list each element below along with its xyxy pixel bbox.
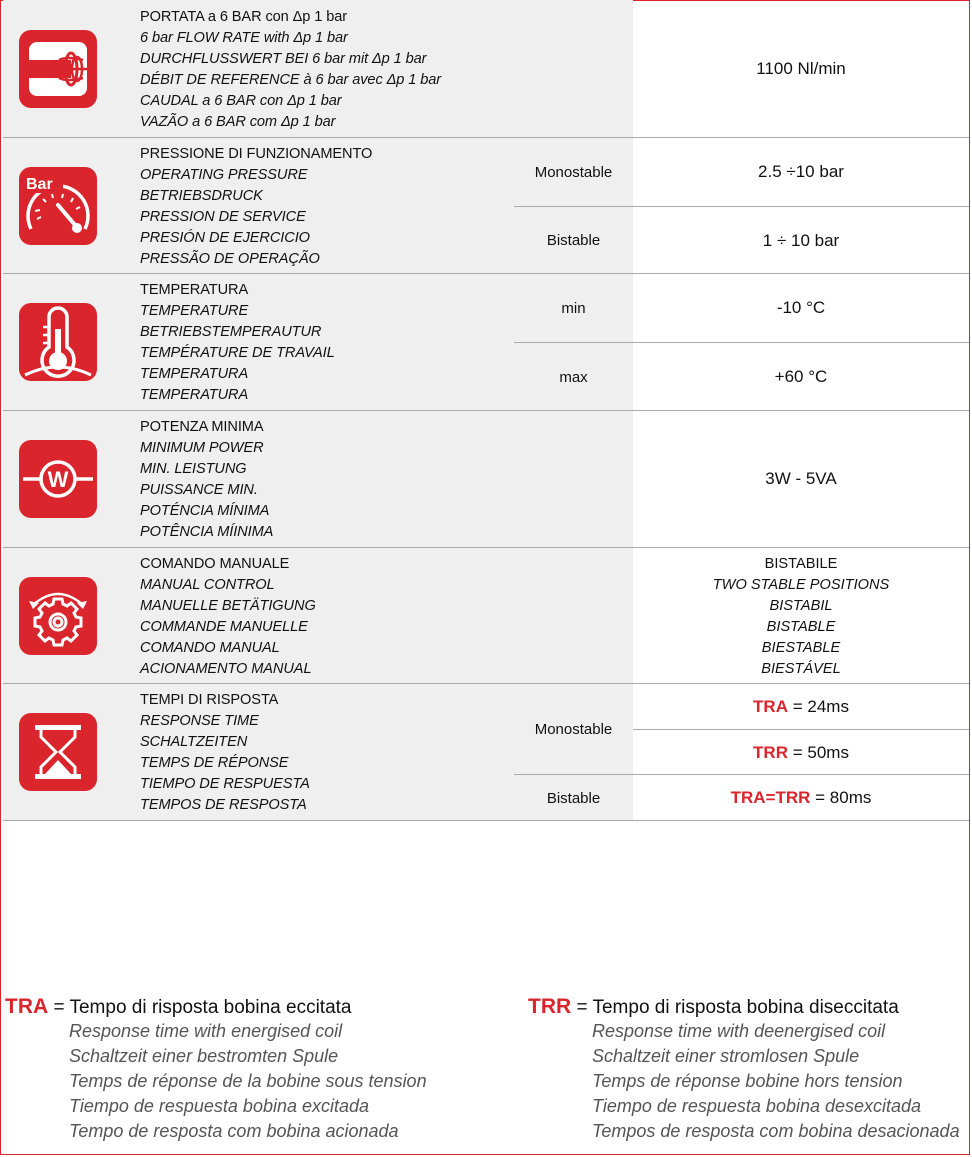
response-time-labels: TEMPI DI RISPOSTA RESPONSE TIME SCHALTZEITEN TEMPS DE RÉPONSE TIEMPO DE RESPUESTA TEMPOS DE RESPOSTA [140, 692, 310, 813]
row-power [3, 411, 969, 548]
gear-rotate-icon [19, 577, 97, 655]
power-labels: POTENZA MINIMA MINIMUM POWER MIN. LEISTUNG PUISSANCE MIN. POTÉNCIA MÍNIMA POTÊNCIA MÍINIMA [140, 419, 274, 540]
manual-control-values: BISTABILE TWO STABLE POSITIONS BISTABIL BISTABLE BIESTABLE BIESTÁVEL [712, 556, 890, 677]
temperature-max-value: +60 °C [633, 342, 969, 411]
row-response-time [3, 684, 969, 821]
flow-coil-icon [19, 30, 97, 108]
hourglass-icon [19, 713, 97, 791]
temperature-labels: TEMPERATURA TEMPERATURE BETRIEBSTEMPERAUTUR TEMPÉRATURE DE TRAVAIL TEMPERATURA TEMPERATURA [140, 282, 335, 403]
temperature-max-label: max [514, 342, 633, 411]
flow-rate-labels: PORTATA a 6 BAR con Δp 1 bar 6 bar FLOW RATE with Δp 1 bar DURCHFLUSSWERT BEI 6 bar mit Δp 1 bar DÉBIT DE REFERENCE à 6 bar avec Δp 1 bar CAUDAL a 6 BAR con Δp 1 bar VAZÃO a 6 BAR com Δp 1 bar [140, 9, 442, 130]
pressure-gauge-icon [19, 167, 97, 245]
flow-rate-value: 1100 Nl/min [756, 58, 846, 78]
response-bi-label: Bistable [514, 774, 633, 821]
response-both-value: TRA=TRR = 80ms [633, 774, 969, 821]
response-tra-value: TRA = 24ms [753, 696, 849, 716]
row-flow-rate [3, 0, 969, 138]
row-temperature [3, 274, 969, 411]
svg-text:Bar: Bar [26, 176, 53, 193]
pressure-mono-value: 2.5 ÷10 bar [758, 162, 844, 181]
row-pressure [3, 138, 969, 274]
legend-tra: TRA = Tempo di risposta bobina eccitata Response time with energised coil Schaltzeit einer bestromten Spule Temps de réponse de la bobine sous tension Tiempo de respuesta bobina excitada Tempo de resposta com bobina acionada [5, 995, 427, 1141]
pressure-bi-value: 1 ÷ 10 bar [633, 206, 969, 274]
pressure-bi-label: Bistable [514, 206, 633, 274]
pressure-labels: PRESSIONE DI FUNZIONAMENTO OPERATING PRESSURE BETRIEBSDRUCK PRESSION DE SERVICE PRESIÓN DE EJERCICIO PRESSÃO DE OPERAÇÃO [140, 146, 373, 267]
power-value: 3W - 5VA [765, 469, 837, 488]
thermometer-icon [19, 303, 97, 381]
temperature-min-label: min [561, 299, 586, 317]
pressure-mono-label: Monostable [534, 163, 613, 181]
row-manual-control [3, 548, 969, 684]
temperature-min-value: -10 °C [776, 298, 826, 317]
watt-icon [19, 440, 97, 518]
svg-text:W: W [47, 467, 69, 492]
legend-trr: TRR = Tempo di risposta bobina diseccitata Response time with deenergised coil Schaltzeit einer stromlosen Spule Temps de réponse bobine hors tension Tiempo de respuesta bobina desexcitada Tempos de resposta com bobina desacionada [528, 995, 960, 1141]
manual-control-labels: COMANDO MANUALE MANUAL CONTROL MANUELLE BETÄTIGUNG COMMANDE MANUELLE COMANDO MANUAL ACIONAMENTO MANUAL [140, 556, 316, 677]
response-mono-label: Monostable [534, 720, 613, 738]
response-trr-value: TRR = 50ms [633, 729, 969, 775]
